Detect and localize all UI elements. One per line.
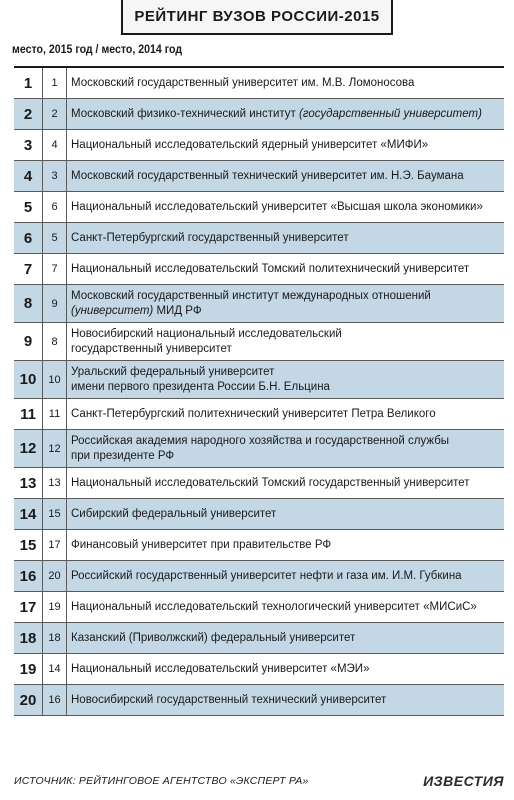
rank-2015: 10 (14, 361, 43, 398)
rank-2014: 13 (43, 468, 67, 498)
rank-2015: 9 (14, 323, 43, 360)
table-row (14, 99, 504, 130)
table-row (14, 68, 504, 99)
university-name-text: при президенте РФ (71, 449, 175, 462)
rank-2014: 14 (43, 654, 67, 684)
rank-2015: 2 (14, 99, 43, 129)
table-row (14, 161, 504, 192)
university-name (67, 623, 504, 653)
rank-2014: 3 (43, 161, 67, 191)
university-name (67, 430, 504, 467)
university-name-text: Уральский федеральный университет (71, 365, 275, 378)
university-name-line (71, 231, 504, 246)
university-name-line (71, 631, 504, 646)
university-name-text: Новосибирский национальный исследовательский (71, 327, 342, 340)
university-name (67, 654, 504, 684)
izvestia-logo: ИЗВЕСТИЯ (423, 773, 504, 789)
source-note: ИСТОЧНИК: РЕЙТИНГОВОЕ АГЕНТСТВО «ЭКСПЕРТ РА» (14, 775, 309, 787)
university-name (67, 592, 504, 622)
rank-2014: 18 (43, 623, 67, 653)
university-name-line (71, 76, 504, 91)
rank-2015: 12 (14, 430, 43, 467)
university-name-text: Сибирский федеральный университет (71, 507, 277, 520)
university-name-line (71, 262, 504, 277)
rank-2014: 11 (43, 399, 67, 429)
rank-2014: 8 (43, 323, 67, 360)
table-row (14, 192, 504, 223)
university-name-line (71, 538, 504, 553)
table-row (14, 130, 504, 161)
university-name-line (71, 380, 504, 395)
university-name (67, 499, 504, 529)
university-name-text: Национальный исследовательский ядерный университет «МИФИ» (71, 138, 429, 151)
university-name-line (71, 662, 504, 677)
rank-2015: 17 (14, 592, 43, 622)
table-row (14, 499, 504, 530)
university-name-line (71, 476, 504, 491)
university-name (67, 285, 504, 322)
university-name-line (71, 327, 504, 342)
university-name-line (71, 365, 504, 380)
university-name-text: Национальный исследовательский Томский государственный университет (71, 476, 470, 489)
university-name-text: государственный университет (71, 342, 232, 355)
university-name-text: имени первого президента России Б.Н. Ельцина (71, 380, 330, 393)
table-row (14, 361, 504, 399)
rank-2014: 20 (43, 561, 67, 591)
university-name-text: Национальный исследовательский Томский политехнический университет (71, 262, 470, 275)
university-name (67, 223, 504, 253)
university-name (67, 323, 504, 360)
university-name-line (71, 434, 504, 449)
university-name-text: МИД РФ (153, 304, 202, 317)
university-name (67, 68, 504, 98)
rank-2014: 5 (43, 223, 67, 253)
rank-2014: 7 (43, 254, 67, 284)
university-name-text: Российский государственный университет нефти и газа им. И.М. Губкина (71, 569, 462, 582)
rank-2014: 12 (43, 430, 67, 467)
rank-2014: 10 (43, 361, 67, 398)
rank-2014: 6 (43, 192, 67, 222)
table-row (14, 430, 504, 468)
university-name-line (71, 507, 504, 522)
university-name (67, 161, 504, 191)
rank-2014: 4 (43, 130, 67, 160)
table-row (14, 254, 504, 285)
rank-2015: 16 (14, 561, 43, 591)
university-name-text: Московский государственный университет им. М.В. Ломоносова (71, 76, 415, 89)
table-row (14, 561, 504, 592)
university-name-line (71, 569, 504, 584)
university-name-text: Московский государственный технический университет им. Н.Э. Баумана (71, 169, 464, 182)
rank-2015: 11 (14, 399, 43, 429)
university-name (67, 685, 504, 715)
rank-2014: 2 (43, 99, 67, 129)
table-caption: место, 2015 год / место, 2014 год (12, 44, 183, 56)
university-name-line (71, 289, 504, 304)
rank-2014: 17 (43, 530, 67, 560)
table-row (14, 468, 504, 499)
rank-2014: 9 (43, 285, 67, 322)
rank-2015: 3 (14, 130, 43, 160)
university-name-line (71, 449, 504, 464)
footer (14, 773, 504, 789)
table-row (14, 592, 504, 623)
university-name-text: Казанский (Приволжский) федеральный университет (71, 631, 356, 644)
university-name-text: Национальный исследовательский университет «МЭИ» (71, 662, 370, 675)
university-name-text: Московский физико-технический институт (71, 107, 300, 120)
table-row (14, 399, 504, 430)
table-row (14, 623, 504, 654)
rank-2015: 18 (14, 623, 43, 653)
university-name-text: Новосибирский государственный технический университет (71, 693, 387, 706)
rank-2015: 6 (14, 223, 43, 253)
university-name-text: Национальный исследовательский технологический университет «МИСиС» (71, 600, 477, 613)
university-name (67, 561, 504, 591)
rank-2015: 14 (14, 499, 43, 529)
university-name (67, 399, 504, 429)
rank-2015: 19 (14, 654, 43, 684)
university-name-line (71, 169, 504, 184)
university-name-line (71, 407, 504, 422)
ranking-table (14, 66, 504, 716)
university-name-text: Финансовый университет при правительстве РФ (71, 538, 332, 551)
university-name-line (71, 600, 504, 615)
university-name-line (71, 107, 504, 122)
rank-2015: 8 (14, 285, 43, 322)
rank-2015: 20 (14, 685, 43, 715)
rank-2015: 15 (14, 530, 43, 560)
university-name (67, 530, 504, 560)
table-row (14, 654, 504, 685)
university-name-text: Национальный исследовательский университет «Высшая школа экономики» (71, 200, 483, 213)
rank-2015: 5 (14, 192, 43, 222)
university-name (67, 468, 504, 498)
university-name-text: Российская академия народного хозяйства и государственной службы (71, 434, 450, 447)
table-row (14, 285, 504, 323)
university-name (67, 99, 504, 129)
table-row (14, 685, 504, 716)
rank-2015: 7 (14, 254, 43, 284)
university-name-line (71, 200, 504, 215)
university-name (67, 130, 504, 160)
rank-2015: 4 (14, 161, 43, 191)
university-name-text: Санкт-Петербургский государственный университет (71, 231, 349, 244)
university-name-text: Санкт-Петербургский политехнический университет Петра Великого (71, 407, 436, 420)
rank-2015: 1 (14, 68, 43, 98)
university-name-italic: (государственный университет) (299, 107, 482, 120)
page-title: РЕЙТИНГ ВУЗОВ РОССИИ-2015 (134, 8, 380, 25)
table-row (14, 530, 504, 561)
table-row (14, 323, 504, 361)
rank-2015: 13 (14, 468, 43, 498)
university-name-line (71, 693, 504, 708)
university-name (67, 254, 504, 284)
table-row (14, 223, 504, 254)
university-name-line (71, 342, 504, 357)
rank-2014: 1 (43, 68, 67, 98)
university-name-text: Московский государственный институт международных отношений (71, 289, 431, 302)
university-name (67, 361, 504, 398)
rank-2014: 19 (43, 592, 67, 622)
university-name-line (71, 138, 504, 153)
university-name-line (71, 304, 504, 319)
university-name-italic: (университет) (71, 304, 154, 317)
university-name (67, 192, 504, 222)
title-box (121, 0, 393, 35)
rank-2014: 15 (43, 499, 67, 529)
rank-2014: 16 (43, 685, 67, 715)
